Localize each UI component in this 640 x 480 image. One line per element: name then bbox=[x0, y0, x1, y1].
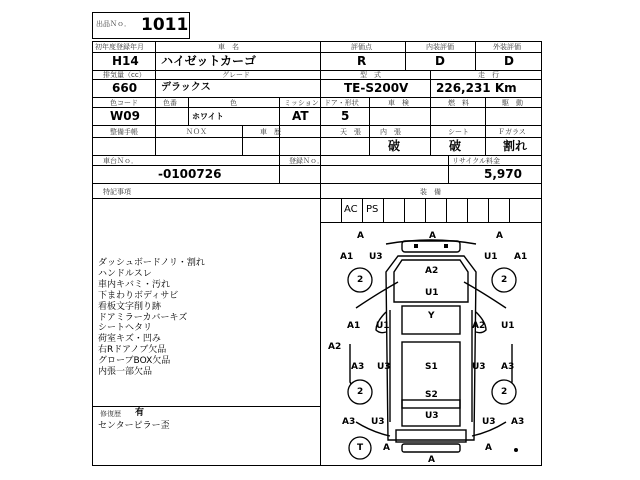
damage-mark: A bbox=[357, 231, 364, 241]
damage-mark: S1 bbox=[425, 362, 438, 372]
equipment-item-ps: PS bbox=[366, 204, 379, 215]
vline bbox=[509, 198, 510, 222]
damage-mark: A bbox=[485, 443, 492, 453]
note-item: ダッシュボードノリ・割れ bbox=[98, 258, 205, 268]
value-year: H14 bbox=[112, 54, 139, 68]
damage-mark: A3 bbox=[501, 362, 515, 372]
damage-mark: U3 bbox=[377, 362, 391, 372]
label-color-no: 色番 bbox=[163, 99, 177, 107]
value-color-code: W09 bbox=[110, 109, 140, 123]
damage-mark: 2 bbox=[357, 275, 364, 285]
hline bbox=[92, 198, 542, 199]
value-chassis: -0100726 bbox=[158, 167, 222, 181]
rear-marker-dot bbox=[514, 448, 518, 452]
label-car-name: 車 名 bbox=[218, 43, 239, 51]
hline bbox=[92, 406, 320, 407]
value-glass: 割れ bbox=[503, 139, 528, 153]
car-rear-bumper bbox=[402, 444, 460, 452]
damage-mark: U3 bbox=[425, 411, 439, 421]
label-doors: ドア・形状 bbox=[324, 99, 359, 107]
vline bbox=[369, 97, 370, 125]
hline bbox=[92, 97, 542, 98]
label-mileage: 走 行 bbox=[478, 71, 499, 79]
label-inspection: 車 検 bbox=[388, 99, 409, 107]
label-sunroof: 天 張 bbox=[340, 128, 361, 136]
label-model: 型 式 bbox=[360, 71, 381, 79]
vline bbox=[488, 198, 489, 222]
label-recycle: リサイクル料金 bbox=[452, 157, 501, 165]
lot-number-value: 1011 bbox=[141, 15, 189, 35]
damage-mark: U1 bbox=[376, 321, 390, 331]
value-seat: 破 bbox=[449, 139, 462, 153]
vline bbox=[430, 125, 431, 155]
note-item: 右Rドアノブ欠品 bbox=[98, 345, 167, 356]
damage-mark: U1 bbox=[501, 321, 515, 331]
label-repair-history: 修復歴 bbox=[100, 410, 121, 418]
vline bbox=[155, 41, 156, 97]
damage-mark: T bbox=[357, 443, 364, 453]
damage-mark: U1 bbox=[484, 252, 498, 262]
label-history: 車 歴 bbox=[260, 128, 281, 136]
value-grade: デラックス bbox=[161, 82, 211, 93]
damage-mark: 2 bbox=[357, 387, 364, 397]
value-displacement: 660 bbox=[112, 81, 138, 95]
note-item: グローブBOX欠品 bbox=[98, 356, 171, 367]
repair-detail: センターピラー歪 bbox=[98, 421, 170, 431]
vline bbox=[404, 198, 405, 222]
value-upholstery: 破 bbox=[388, 139, 401, 153]
value-interior: D bbox=[435, 54, 445, 68]
label-grade: グレード bbox=[222, 71, 250, 79]
label-interior: 内装評価 bbox=[426, 43, 454, 51]
label-equipment: 装 備 bbox=[420, 188, 441, 196]
label-upholstery: 内 張 bbox=[380, 128, 401, 136]
damage-mark: U3 bbox=[369, 252, 383, 262]
label-fuel: 燃 料 bbox=[448, 99, 469, 107]
vline bbox=[430, 97, 431, 125]
label-chassis: 車台Ｎｏ． bbox=[103, 157, 138, 165]
value-doors: 5 bbox=[341, 109, 350, 123]
damage-mark: S2 bbox=[425, 390, 438, 400]
hline bbox=[92, 79, 542, 80]
note-item: 下まわりボディサビ bbox=[98, 290, 179, 301]
hline bbox=[92, 137, 542, 138]
car-diagram bbox=[320, 222, 542, 466]
vline bbox=[467, 198, 468, 222]
note-item: シートヘタリ bbox=[98, 323, 153, 334]
vline bbox=[188, 97, 189, 125]
vline bbox=[425, 198, 426, 222]
vline bbox=[155, 125, 156, 155]
vline bbox=[362, 198, 363, 222]
label-manual: 整備手帳 bbox=[110, 128, 138, 136]
lot-number-label: 出品Ｎｏ． bbox=[96, 20, 131, 28]
damage-mark: A bbox=[429, 231, 436, 241]
damage-mark: A1 bbox=[340, 252, 354, 262]
damage-mark: 2 bbox=[501, 275, 508, 285]
damage-mark: A3 bbox=[511, 417, 525, 427]
label-drive: 駆 動 bbox=[502, 99, 523, 107]
label-mission: ミッション bbox=[284, 99, 319, 107]
damage-mark: A bbox=[428, 455, 435, 465]
hline bbox=[92, 183, 542, 184]
value-repair-history: 有 bbox=[135, 408, 145, 418]
damage-mark: Y bbox=[428, 311, 435, 321]
value-exterior: D bbox=[504, 54, 514, 68]
vline bbox=[405, 41, 406, 70]
damage-mark: A2 bbox=[328, 342, 342, 352]
vline bbox=[446, 198, 447, 222]
damage-mark: A1 bbox=[347, 321, 361, 331]
damage-mark: A1 bbox=[514, 252, 528, 262]
vline bbox=[155, 97, 156, 125]
note-item: ドアミラーカバーキズ bbox=[98, 312, 188, 323]
damage-mark: A3 bbox=[342, 417, 356, 427]
damage-mark: U3 bbox=[371, 417, 385, 427]
damage-mark: U1 bbox=[425, 288, 439, 298]
value-mileage: 226,231 Km bbox=[436, 81, 517, 95]
label-color: 色 bbox=[230, 99, 237, 107]
damage-mark: 2 bbox=[501, 387, 508, 397]
value-mission: AT bbox=[292, 109, 309, 123]
hline bbox=[92, 70, 542, 71]
damage-mark: A2 bbox=[425, 266, 439, 276]
car-front-bumper bbox=[402, 241, 460, 252]
vline bbox=[279, 155, 280, 183]
label-nox: ＮＯＸ bbox=[186, 128, 207, 136]
damage-mark: A3 bbox=[351, 362, 365, 372]
label-seat: シート bbox=[448, 128, 469, 136]
vline bbox=[369, 125, 370, 155]
damage-mark: U3 bbox=[472, 362, 486, 372]
front-marker-left bbox=[414, 244, 418, 248]
value-color: ホワイト bbox=[192, 112, 224, 121]
label-special-notes: 特記事項 bbox=[103, 188, 131, 196]
value-recycle: 5,970 bbox=[484, 167, 522, 181]
vline bbox=[485, 97, 486, 125]
vline bbox=[485, 125, 486, 155]
hline bbox=[92, 155, 542, 156]
lot-number-box bbox=[92, 12, 190, 39]
special-notes-list bbox=[98, 258, 205, 378]
vline bbox=[475, 41, 476, 70]
label-year: 初年度登録年月 bbox=[95, 43, 144, 51]
equipment-item-ac: AC bbox=[344, 204, 358, 215]
vline bbox=[448, 155, 449, 183]
note-item: ハンドルスレ bbox=[98, 268, 152, 279]
hline bbox=[92, 125, 542, 126]
damage-mark: A bbox=[383, 443, 390, 453]
damage-mark: A2 bbox=[472, 321, 486, 331]
note-item: 荷室キズ・凹み bbox=[98, 334, 161, 345]
label-reg-no: 登録Ｎｏ． bbox=[289, 157, 324, 165]
value-score: R bbox=[357, 54, 367, 68]
vline bbox=[430, 70, 431, 97]
note-item: 車内キバミ・汚れ bbox=[98, 279, 171, 290]
damage-mark: A bbox=[496, 231, 503, 241]
label-glass: Ｆガラス bbox=[498, 128, 526, 136]
label-exterior: 外装評価 bbox=[493, 43, 521, 51]
note-item: 内張一部欠品 bbox=[98, 367, 153, 378]
vline bbox=[242, 125, 243, 155]
vline bbox=[341, 198, 342, 222]
vline bbox=[383, 198, 384, 222]
value-car-name: ハイゼットカーゴ bbox=[161, 54, 257, 68]
note-item: 看板文字削り跡 bbox=[98, 301, 162, 312]
vline bbox=[279, 97, 280, 125]
value-model: TE-S200V bbox=[344, 81, 409, 95]
label-score: 評価点 bbox=[351, 43, 372, 51]
label-color-code: 色コード bbox=[110, 99, 138, 107]
label-displacement: 排気量（cc） bbox=[103, 71, 146, 79]
damage-mark: U3 bbox=[482, 417, 496, 427]
front-marker-right bbox=[444, 244, 448, 248]
